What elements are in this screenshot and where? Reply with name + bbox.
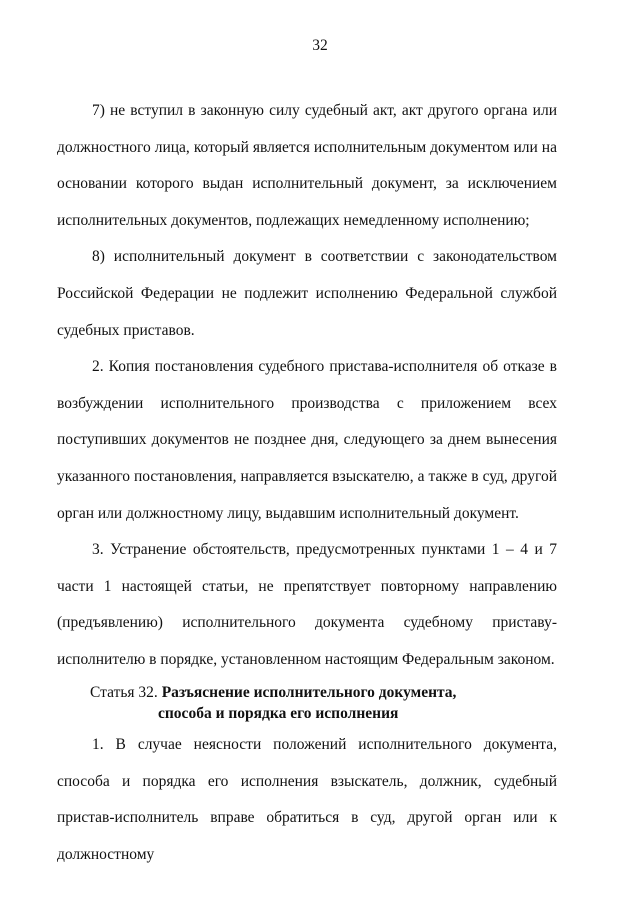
paragraph-part-2: 2. Копия постановления судебного пристава-исполнителя об отказе в возбуждении исполнительного производства с приложением всех поступивших документов не позднее дня, следующего за днем вынесения указанного постановления, направляется взыскателю, а также в суд, другой орган или должностному лицу, выдавшим исполнительный документ.: [57, 358, 557, 522]
paragraph-item-8: 8) исполнительный документ в соответствии с законодательством Российской Федерации не подлежит исполнению Федеральной службой судебных приставов.: [57, 248, 557, 339]
document-body: [57, 93, 557, 679]
article-title-line-2: способа и порядка его исполнения: [158, 705, 399, 722]
article-heading: [90, 682, 550, 724]
document-body-continued: [57, 727, 557, 873]
article-title-line-1: Разъяснение исполнительного документа,: [161, 684, 457, 701]
page-number: 32: [312, 37, 328, 54]
paragraph-article-32-part-1: 1. В случае неясности положений исполнительного документа, способа и порядка его исполнения взыскатель, должник, судебный пристав-исполнитель вправе обратиться в суд, другой орган или к должностному: [57, 736, 557, 863]
paragraph-part-3: 3. Устранение обстоятельств, предусмотренных пунктами 1 – 4 и 7 части 1 настоящей статьи, не препятствует повторному направлению (предъявлению) исполнительного документа судебному приставу-исполнителю в порядке, установленном настоящим Федеральным законом.: [57, 541, 557, 668]
article-number: Статья 32.: [90, 684, 158, 701]
paragraph-item-7: 7) не вступил в законную силу судебный акт, акт другого органа или должностного лица, который является исполнительным документом или на основании которого выдан исполнительный документ, за исключением исполнительных документов, подлежащих немедленному исполнению;: [57, 102, 557, 229]
